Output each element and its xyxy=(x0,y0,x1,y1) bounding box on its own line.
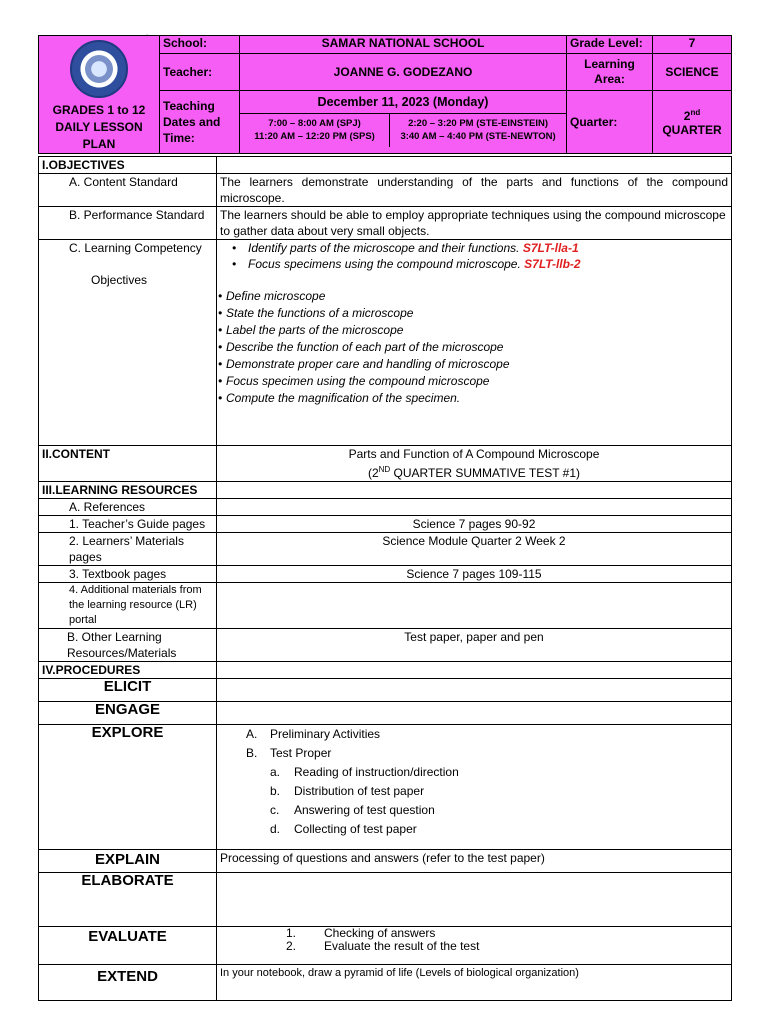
date-value: December 11, 2023 (Monday) xyxy=(240,91,566,114)
list-item: • Label the parts of the microscope xyxy=(220,322,728,339)
list-item: • Demonstrate proper care and handling of microscope xyxy=(220,356,728,373)
schedule-slot: 11:20 AM – 12:20 PM (SPS) xyxy=(254,131,375,143)
objectives-label: Objectives xyxy=(91,273,148,287)
learners-materials-value: Science Module Quarter 2 Week 2 xyxy=(217,533,732,566)
area-label: Learning Area: xyxy=(567,53,653,90)
resources-heading: III.LEARNING RESOURCES xyxy=(39,482,217,499)
list-item: • Define microscope xyxy=(220,288,728,305)
list-item: A. Preliminary Activities xyxy=(246,727,381,741)
explore-cell xyxy=(217,725,732,850)
schedule-slot: 7:00 – 8:00 AM (SPJ) xyxy=(268,118,361,130)
list-item: 2. Evaluate the result of the test xyxy=(286,939,480,953)
schedule-left xyxy=(240,114,389,147)
explain-text: Processing of questions and answers (refer to the test paper) xyxy=(217,850,732,873)
grade-value: 7 xyxy=(653,36,732,54)
list-item: a. Reading of instruction/direction xyxy=(270,765,459,779)
quarter-label: Quarter: xyxy=(567,91,653,154)
list-item: B. Test Proper xyxy=(246,746,332,760)
list-item: • Focus specimens using the compound microscope. S7LT-llb-2 xyxy=(220,256,728,272)
plan-title: GRADES 1 to 12 DAILY LESSON PLAN xyxy=(52,103,146,151)
deped-seal-icon xyxy=(70,40,128,98)
competency-label-cell xyxy=(39,240,217,446)
lesson-plan-header xyxy=(38,35,732,154)
objectives-heading: I.OBJECTIVES xyxy=(39,157,217,174)
quarter-value xyxy=(653,91,732,154)
explore-label: EXPLORE xyxy=(39,725,217,850)
content-line: Parts and Function of A Compound Microscope xyxy=(348,447,600,461)
other-resources-value: Test paper, paper and pen xyxy=(217,629,732,662)
list-item: 1. Checking of answers xyxy=(286,926,436,940)
competency-label: C. Learning Competency xyxy=(69,241,202,255)
teacher-label: Teacher: xyxy=(160,53,240,90)
dates-label: Teaching Dates and Time: xyxy=(160,91,240,154)
teachers-guide-label: 1. Teacher’s Guide pages xyxy=(39,516,217,533)
textbook-label: 3. Textbook pages xyxy=(39,566,217,583)
objectives-list xyxy=(220,288,728,407)
list-item: • State the functions of a microscope xyxy=(220,305,728,322)
evaluate-list xyxy=(220,927,728,953)
school-label: School: xyxy=(160,36,240,54)
list-item: • Compute the magnification of the specimen. xyxy=(220,390,728,407)
engage-label: ENGAGE xyxy=(39,702,217,725)
list-item: • Identify parts of the microscope and their functions. S7LT-lla-1 xyxy=(220,240,728,256)
explore-list xyxy=(220,725,728,763)
grade-label: Grade Level: xyxy=(567,36,653,54)
list-item: • Describe the function of each part of the microscope xyxy=(220,339,728,356)
list-item: c. Answering of test question xyxy=(270,803,435,817)
quarter-suffix: nd xyxy=(690,107,701,117)
quarter-word: QUARTER xyxy=(662,122,722,137)
content-cell xyxy=(217,446,732,482)
competency-list xyxy=(220,240,728,272)
content-heading: II.CONTENT xyxy=(39,446,217,482)
references-label: A. References xyxy=(39,499,217,516)
lesson-plan-body xyxy=(38,156,732,1001)
performance-standard-label: B. Performance Standard xyxy=(39,207,217,240)
explain-label: EXPLAIN xyxy=(39,850,217,873)
list-item: d. Collecting of test paper xyxy=(270,822,417,836)
schedule-slot: 2:20 – 3:20 PM (STE-EINSTEIN) xyxy=(408,118,548,130)
evaluate-cell xyxy=(217,927,732,965)
quarter-number: 2 xyxy=(683,108,691,123)
list-item: • Focus specimen using the compound microscope xyxy=(220,373,728,390)
teacher-value: JOANNE G. GODEZANO xyxy=(240,53,567,90)
logo-cell xyxy=(39,36,160,154)
procedures-heading: IV.PROCEDURES xyxy=(39,662,217,679)
elicit-label: ELICIT xyxy=(39,679,217,702)
elaborate-label: ELABORATE xyxy=(39,873,217,927)
extend-text: In your notebook, draw a pyramid of life (Levels of biological organization) xyxy=(217,965,732,1001)
schedule-right xyxy=(389,114,566,147)
additional-materials-label: 4. Additional materials from the learning resource (LR) portal xyxy=(39,583,217,629)
textbook-value: Science 7 pages 109-115 xyxy=(217,566,732,583)
teachers-guide-value: Science 7 pages 90-92 xyxy=(217,516,732,533)
learners-materials-label: 2. Learners’ Materials pages xyxy=(39,533,217,566)
area-value: SCIENCE xyxy=(653,53,732,90)
evaluate-label: EVALUATE xyxy=(39,927,217,965)
content-line: (2ND QUARTER SUMMATIVE TEST #1) xyxy=(367,465,581,480)
schedule-slot: 3:40 AM – 4:40 PM (STE-NEWTON) xyxy=(400,131,556,143)
content-standard-text: The learners demonstrate understanding of the parts and functions of the compound microscope. xyxy=(217,174,732,207)
performance-standard-text: The learners should be able to employ appropriate techniques using the compound microscope to gather data about very small objects. xyxy=(217,207,732,240)
list-item: b. Distribution of test paper xyxy=(270,784,425,798)
other-resources-label: B. Other Learning Resources/Materials xyxy=(39,629,217,662)
extend-label: EXTEND xyxy=(39,965,217,1001)
competency-cell xyxy=(217,240,732,446)
schedule-cell xyxy=(240,91,567,154)
school-value: SAMAR NATIONAL SCHOOL xyxy=(240,36,567,54)
content-standard-label: A. Content Standard xyxy=(39,174,217,207)
test-steps-list xyxy=(220,763,728,839)
